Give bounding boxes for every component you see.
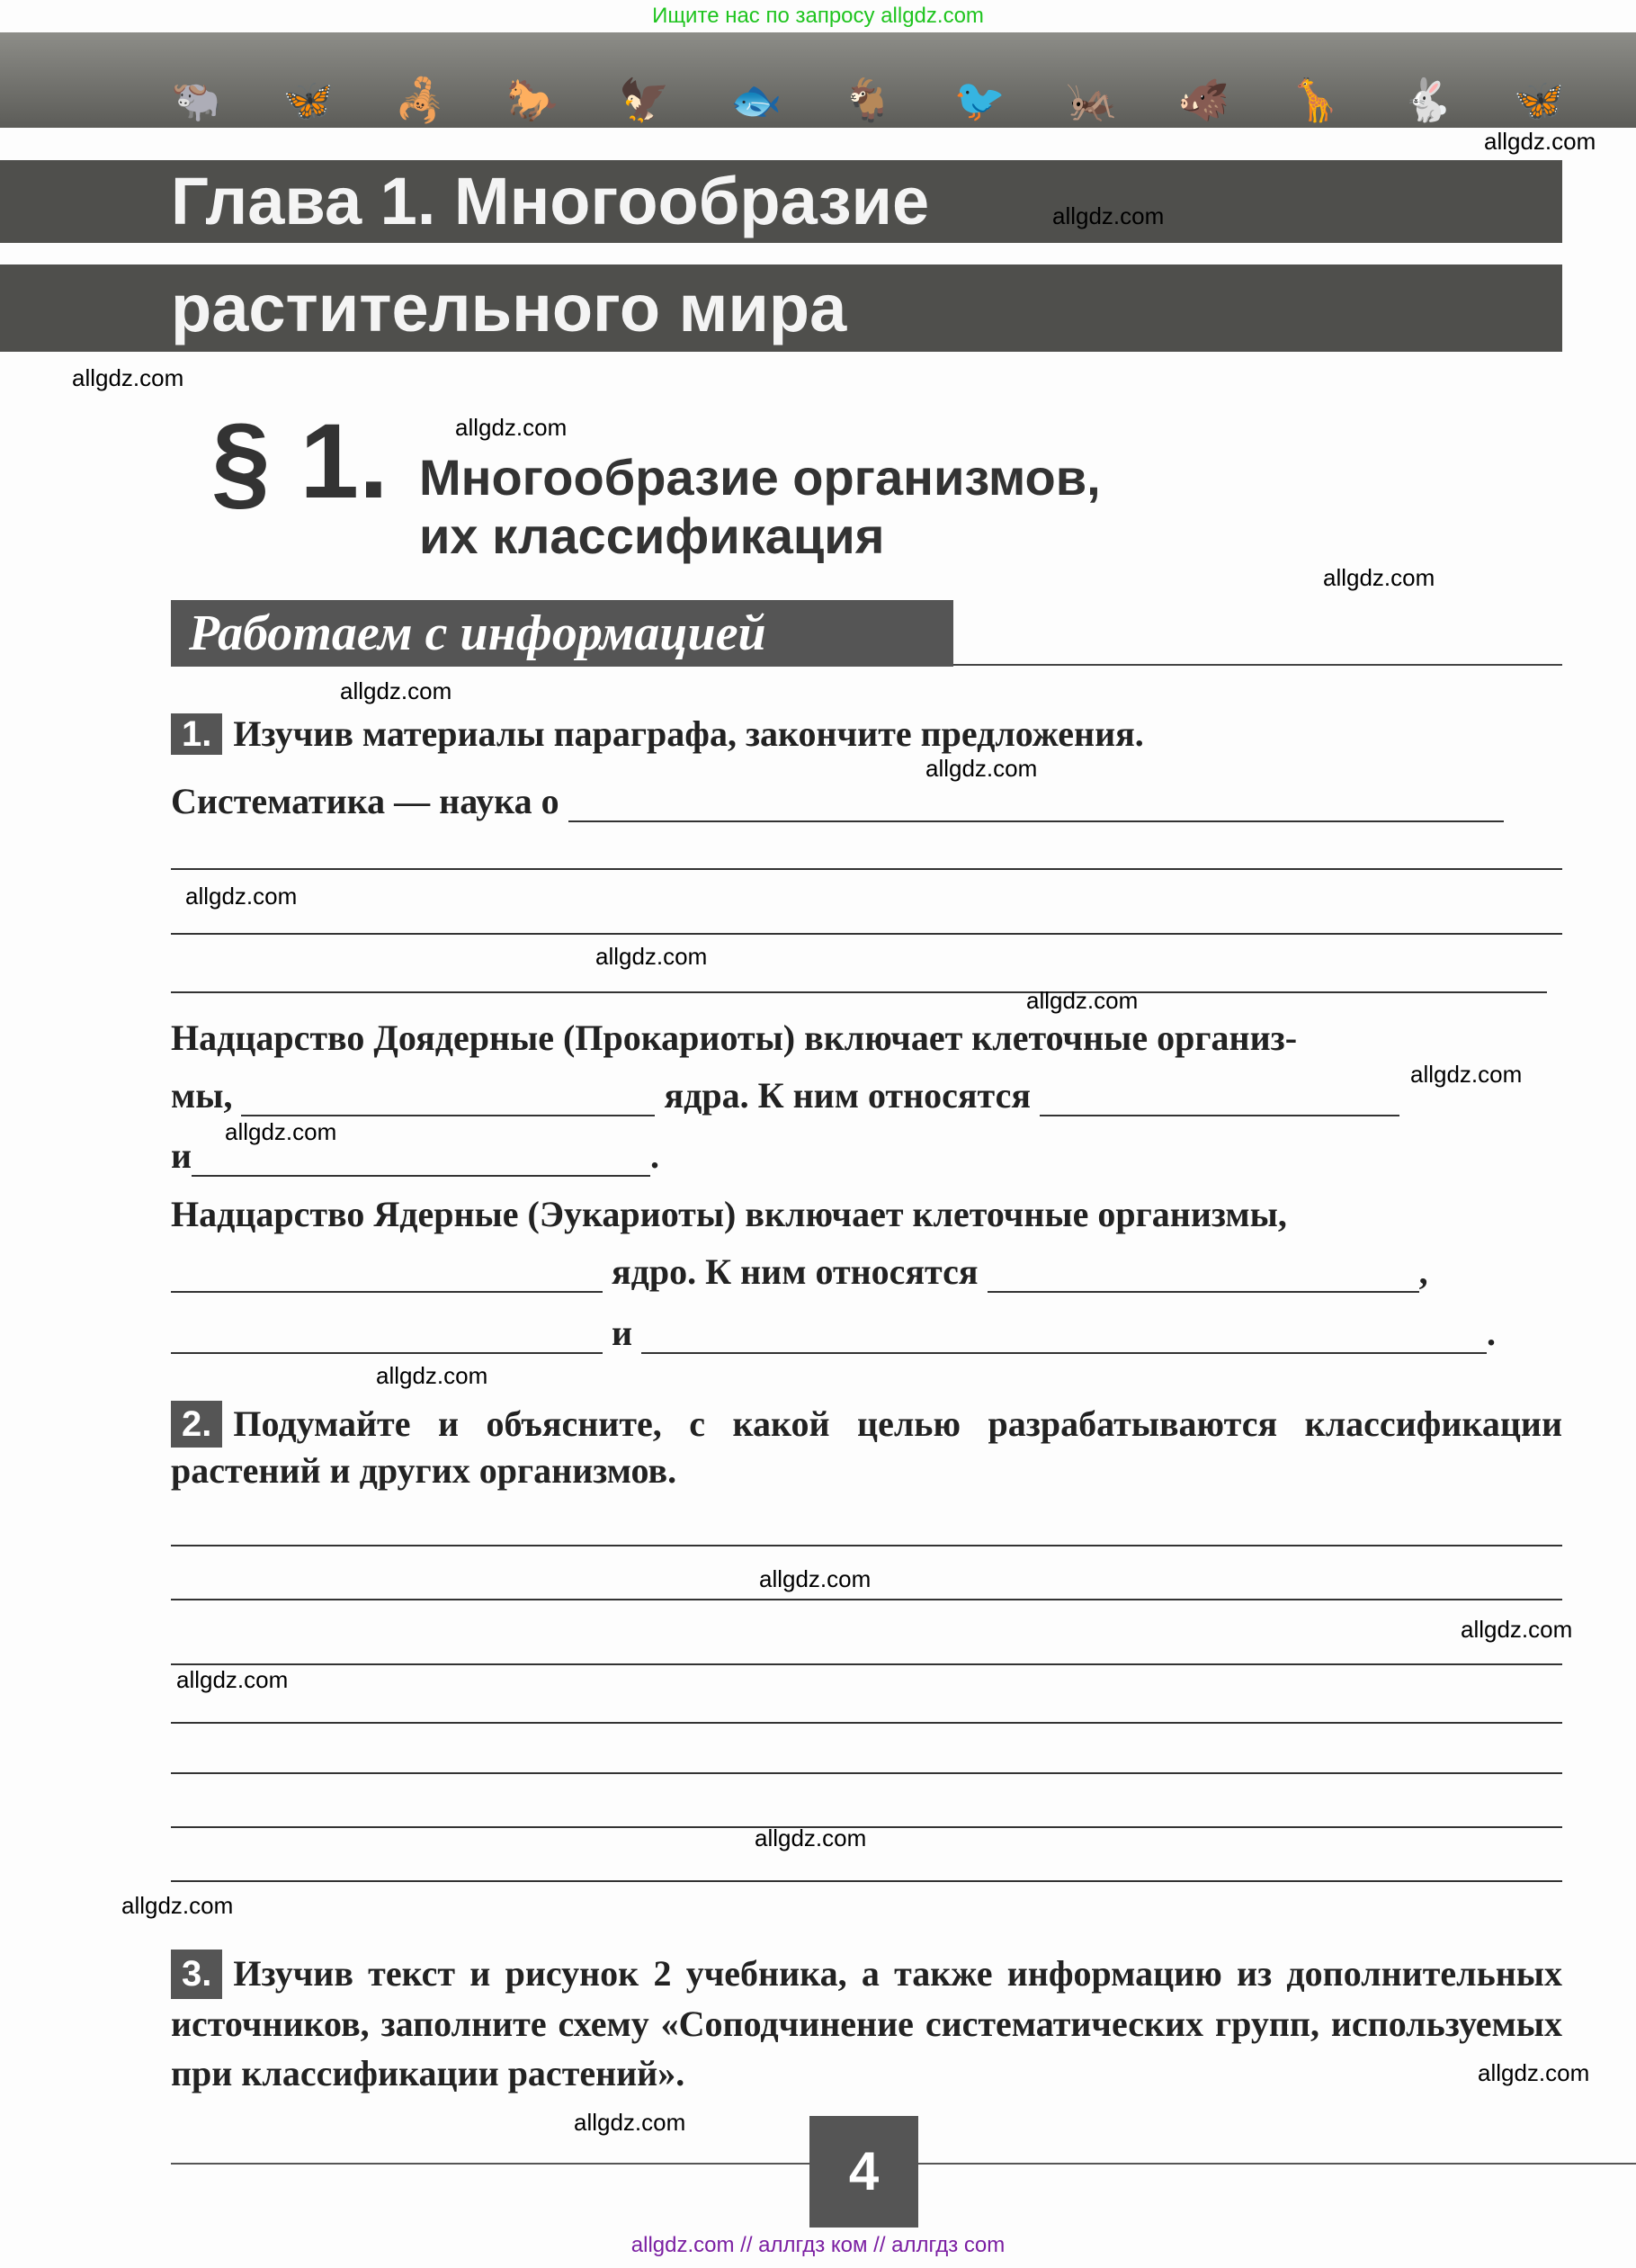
answer-line[interactable] xyxy=(171,1826,1562,1828)
watermark: allgdz.com xyxy=(759,1565,872,1592)
divider xyxy=(953,664,1562,666)
watermark: allgdz.com xyxy=(1323,564,1435,591)
watermark: allgdz.com xyxy=(1410,1061,1523,1088)
answer-line[interactable] xyxy=(171,933,1562,935)
task2-heading xyxy=(171,1401,1562,1494)
answer-field[interactable] xyxy=(171,1259,603,1293)
chapter-title-line1: Глава 1. Многообразие xyxy=(0,160,1562,243)
task-number: 2. xyxy=(171,1401,222,1448)
animal-icon: 🦅 xyxy=(618,77,670,123)
answer-field[interactable] xyxy=(988,1259,1419,1293)
animal-icon: 🐇 xyxy=(1401,77,1453,123)
bottom-ad-link[interactable]: allgdz.com // аллгдз ком // аллгдз com xyxy=(630,2233,1006,2257)
sentence-eukaryotes-2: ядро. К ним относятся , xyxy=(171,1251,1562,1293)
watermark: allgdz.com xyxy=(72,364,184,391)
answer-field[interactable] xyxy=(192,1143,650,1177)
answer-line[interactable] xyxy=(171,1599,1562,1600)
answer-line[interactable] xyxy=(171,1880,1562,1882)
sentence-text: ядро. К ним относятся xyxy=(612,1251,979,1292)
sentence-systematics xyxy=(171,781,1562,822)
task-number: 3. xyxy=(171,1950,222,1999)
watermark: allgdz.com xyxy=(925,755,1038,782)
animal-icon: 🐟 xyxy=(729,77,782,123)
answer-line[interactable] xyxy=(171,1722,1562,1724)
sentence-prokaryotes: Надцарство Доядерные (Прокариоты) включает клеточные организ- xyxy=(171,1017,1298,1058)
animal-icon: 🦋 xyxy=(1513,77,1565,123)
task-number: 1. xyxy=(171,713,222,755)
answer-field[interactable] xyxy=(1040,1082,1399,1116)
watermark: allgdz.com xyxy=(121,1892,234,1919)
watermark: allgdz.com xyxy=(455,414,568,441)
animal-icon: 🦋 xyxy=(282,77,335,123)
sentence-prokaryotes-2 xyxy=(171,1075,1562,1116)
answer-line[interactable] xyxy=(171,1545,1562,1546)
watermark: allgdz.com xyxy=(755,1824,867,1851)
sentence-text: Систематика — наука о xyxy=(171,781,559,821)
sentence-prokaryotes-3: и . xyxy=(171,1135,660,1176)
watermark: allgdz.com xyxy=(1461,1616,1573,1643)
sentence-eukaryotes-3: и . xyxy=(171,1313,1562,1354)
watermark: allgdz.com xyxy=(1052,202,1165,229)
task1-heading xyxy=(171,713,1562,755)
watermark: allgdz.com xyxy=(185,883,298,910)
watermark: allgdz.com xyxy=(1484,128,1596,155)
answer-field[interactable] xyxy=(241,1082,655,1116)
sentence-eukaryotes: Надцарство Ядерные (Эукариоты) включает клеточные организмы, xyxy=(171,1194,1287,1234)
watermark: allgdz.com xyxy=(176,1666,289,1693)
sentence-text: ядра. К ним относятся xyxy=(664,1075,1032,1116)
sentence-text: и xyxy=(171,1135,192,1176)
watermark: allgdz.com xyxy=(376,1362,488,1389)
task-text: Подумайте и объясните, с какой целью разрабатываются классификации растений и других организмов. xyxy=(171,1403,1562,1491)
animal-icon: 🐦 xyxy=(953,77,1006,123)
task3-heading xyxy=(171,1949,1562,2098)
watermark: allgdz.com xyxy=(340,677,452,704)
animal-icon: 🐗 xyxy=(1177,77,1229,123)
answer-line[interactable] xyxy=(171,868,1562,870)
answer-field[interactable] xyxy=(568,788,1504,822)
watermark: allgdz.com xyxy=(574,2109,686,2136)
sentence-text: мы, xyxy=(171,1075,233,1116)
top-ad-link[interactable]: Ищите нас по запросу allgdz.com xyxy=(652,4,984,28)
answer-line[interactable] xyxy=(171,1663,1562,1665)
section-title-2: их классификация xyxy=(419,507,885,564)
sentence-text: и xyxy=(612,1313,633,1353)
answer-line[interactable] xyxy=(171,1772,1562,1774)
watermark: allgdz.com xyxy=(1026,987,1139,1014)
animal-icon: 🦒 xyxy=(1289,77,1342,123)
animal-icon: 🦗 xyxy=(1066,77,1118,123)
answer-field[interactable] xyxy=(641,1320,1487,1354)
answer-field[interactable] xyxy=(171,1320,603,1354)
page-number: 4 xyxy=(809,2116,918,2228)
task-text: Изучив текст и рисунок 2 учебника, а также информацию из дополнительных источников, заполните схему «Соподчинение систематических групп, используемых при классификации растений». xyxy=(171,1953,1562,2093)
rubric-banner: Работаем с информацией xyxy=(171,600,953,667)
watermark: allgdz.com xyxy=(595,943,708,970)
animal-icon: 🐐 xyxy=(842,77,894,123)
watermark: allgdz.com xyxy=(225,1118,337,1145)
animal-icon: 🐎 xyxy=(506,77,559,123)
answer-line[interactable] xyxy=(171,991,1547,993)
task-text: Изучив материалы параграфа, закончите предложения. xyxy=(233,713,1144,754)
section-title: Многообразие организмов, xyxy=(419,449,1101,506)
animal-silhouettes xyxy=(171,76,1565,125)
chapter-title-line2: растительного мира xyxy=(0,264,1562,352)
section-mark: § 1. xyxy=(211,402,389,521)
watermark: allgdz.com xyxy=(1478,2059,1590,2086)
animal-icon: 🐃 xyxy=(171,77,223,123)
animal-icon: 🦂 xyxy=(394,77,447,123)
